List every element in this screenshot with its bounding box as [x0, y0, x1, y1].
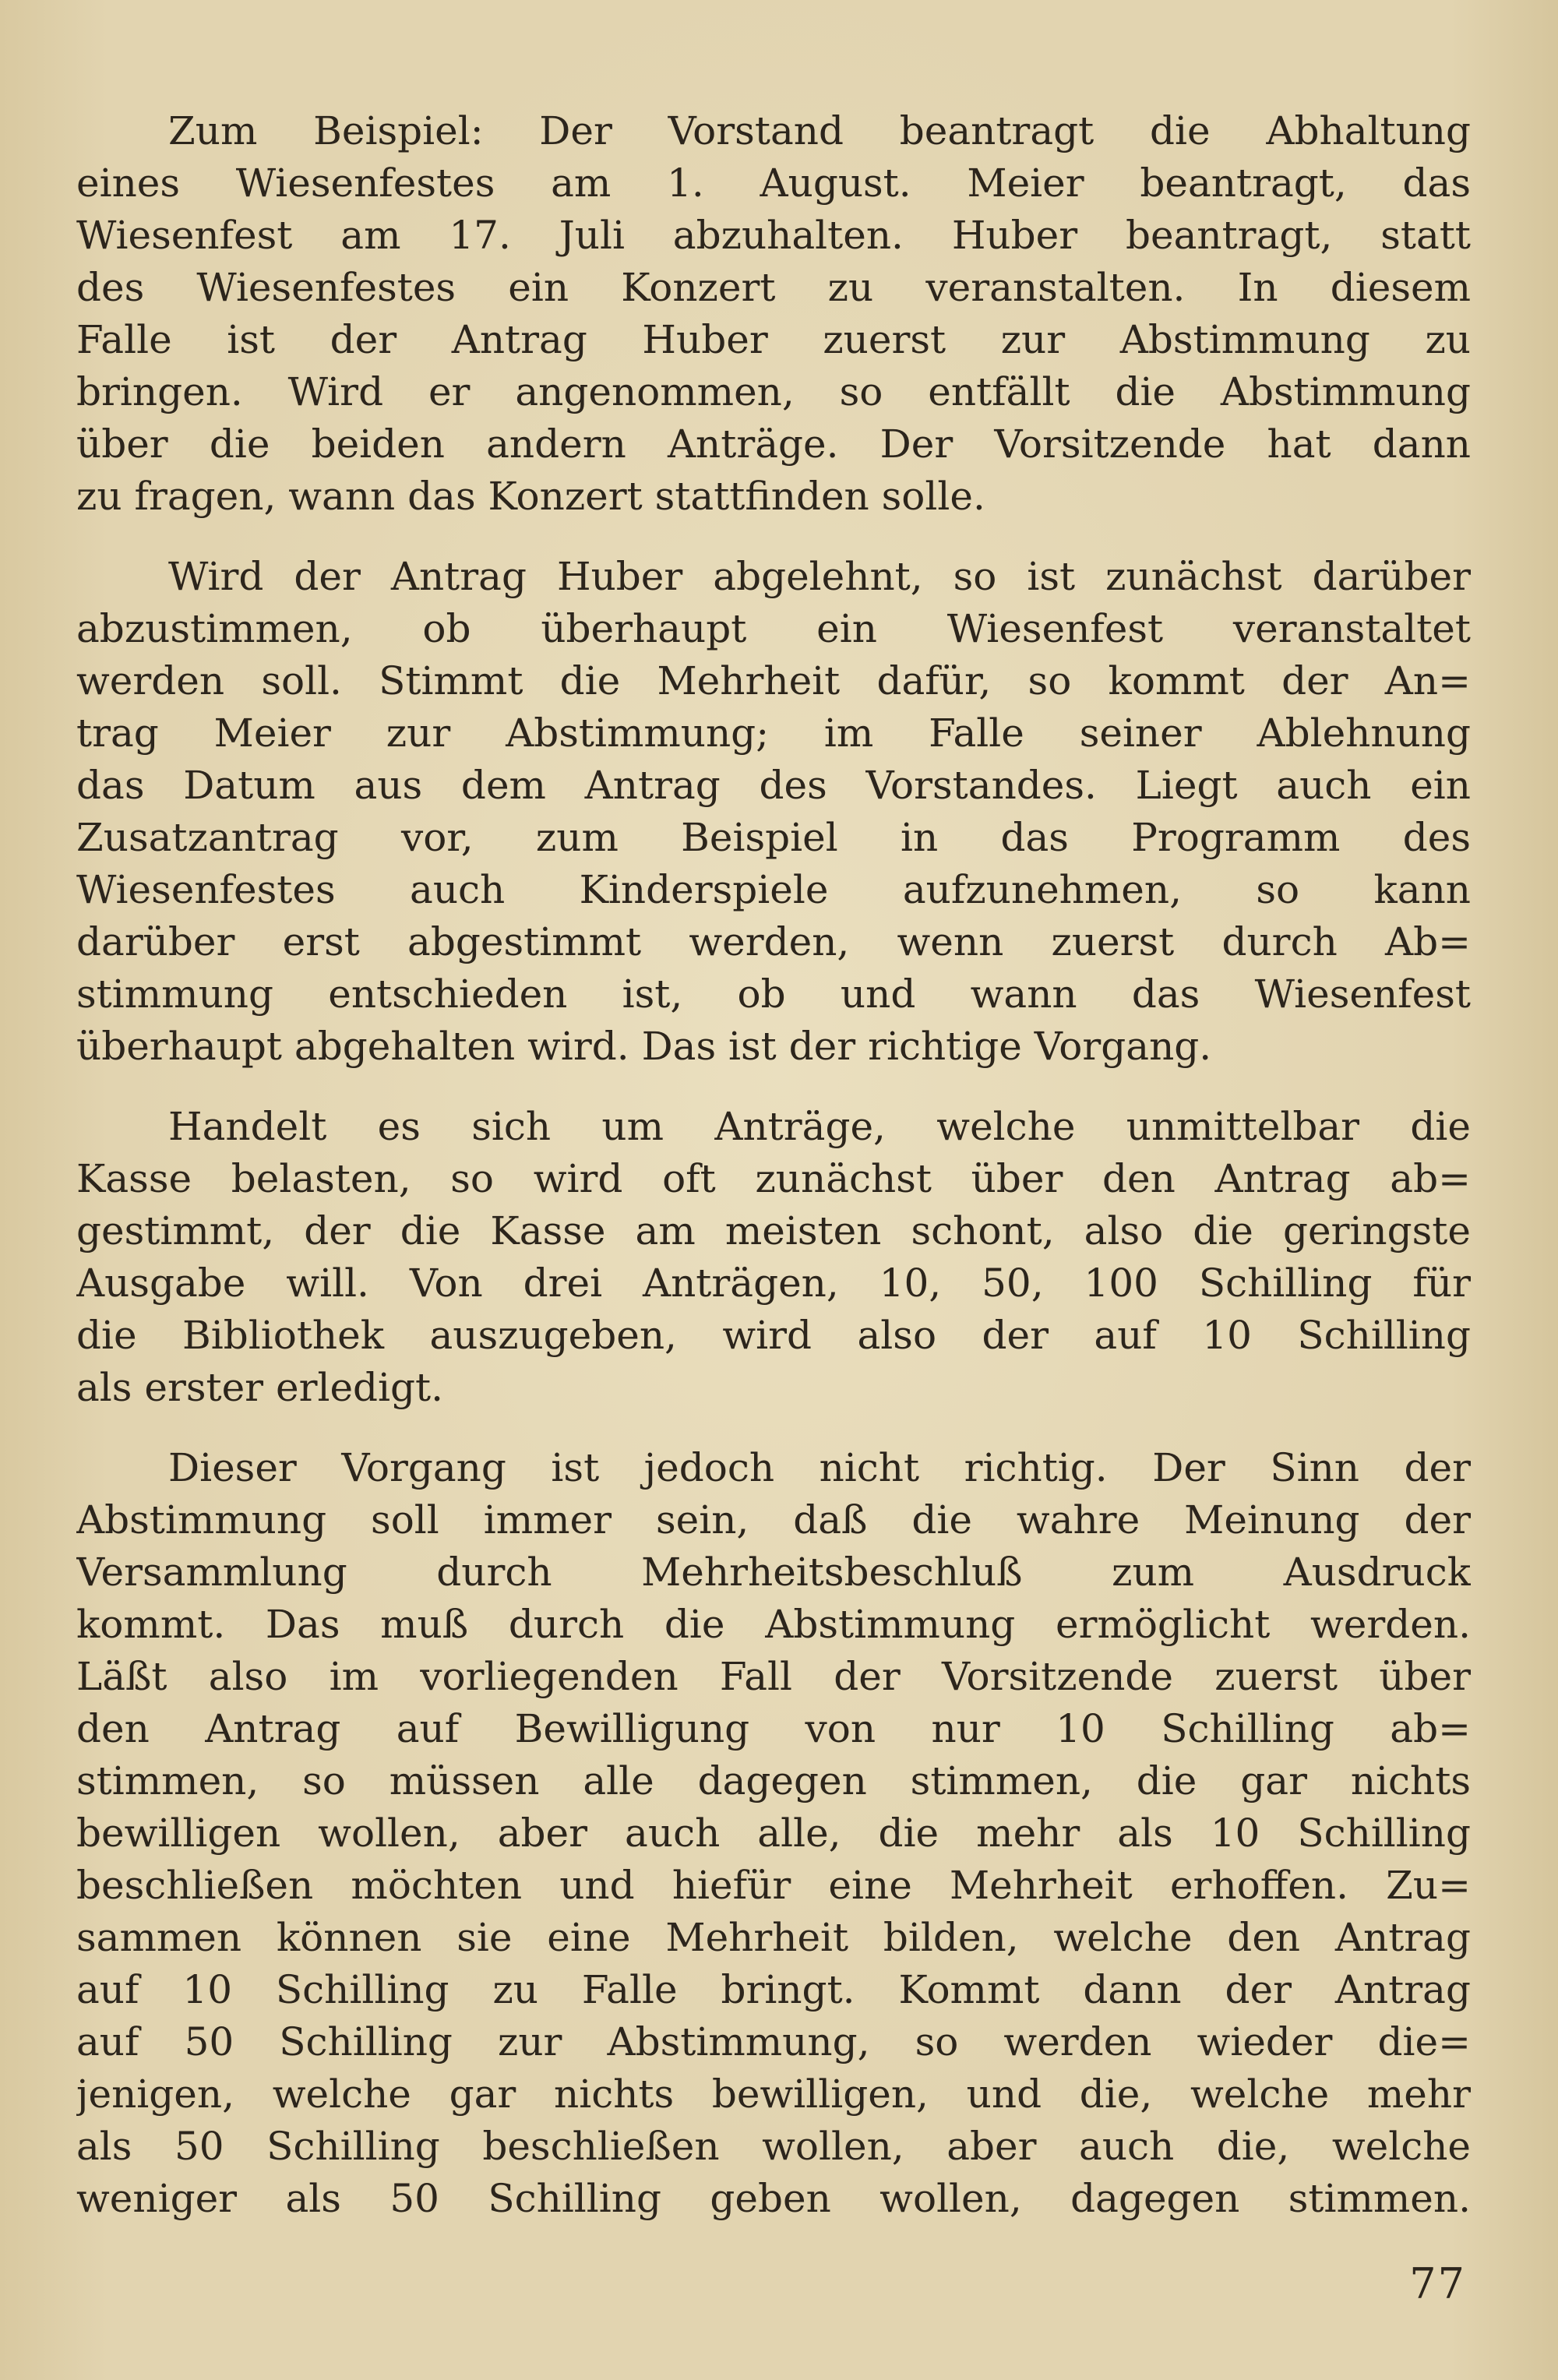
- page-number: 77: [1409, 2259, 1466, 2308]
- text-line: gestimmt, der die Kasse am meisten schont, also die geringste: [76, 1208, 1471, 1253]
- paragraph-1: [76, 105, 1471, 523]
- text-line: als 50 Schilling beschließen wollen, aber auch die, welche: [76, 2124, 1471, 2169]
- text-line: Wiesenfestes auch Kinderspiele aufzunehmen, so kann: [76, 867, 1471, 912]
- text-line: auf 10 Schilling zu Falle bringt. Kommt dann der Antrag: [76, 1967, 1471, 2012]
- text-line: weniger als 50 Schilling geben wollen, dagegen stimmen.: [76, 2176, 1471, 2221]
- text-line: Wiesenfest am 17. Juli abzuhalten. Huber beantragt, statt: [76, 213, 1471, 258]
- paragraph-4: [76, 1442, 1471, 2225]
- text-line: eines Wiesenfestes am 1. August. Meier beantragt, das: [76, 160, 1471, 206]
- text-line: Versammlung durch Mehrheitsbeschluß zum Ausdruck: [76, 1550, 1471, 1595]
- text-line: Läßt also im vorliegenden Fall der Vorsitzende zuerst über: [76, 1654, 1471, 1699]
- text-line: Wird der Antrag Huber abgelehnt, so ist zunächst darüber: [168, 554, 1471, 599]
- text-line: auf 50 Schilling zur Abstimmung, so werden wieder die=: [76, 2019, 1471, 2064]
- text-line: jenigen, welche gar nichts bewilligen, und die, welche mehr: [76, 2071, 1471, 2117]
- text-line: des Wiesenfestes ein Konzert zu veranstalten. In diesem: [76, 265, 1471, 310]
- text-line: beschließen möchten und hiefür eine Mehrheit erhoffen. Zu=: [76, 1863, 1471, 1908]
- text-line: Zusatzantrag vor, zum Beispiel in das Programm des: [76, 815, 1471, 860]
- text-line: bewilligen wollen, aber auch alle, die mehr als 10 Schilling: [76, 1811, 1471, 1856]
- text-line: Handelt es sich um Anträge, welche unmittelbar die: [168, 1104, 1471, 1149]
- text-line: abzustimmen, ob überhaupt ein Wiesenfest veranstaltet: [76, 606, 1471, 651]
- text-line: Zum Beispiel: Der Vorstand beantragt die Abhaltung: [168, 108, 1471, 153]
- paragraph-3: [76, 1101, 1471, 1414]
- text-line: Falle ist der Antrag Huber zuerst zur Abstimmung zu: [76, 317, 1471, 362]
- text-line: Kasse belasten, so wird oft zunächst über den Antrag ab=: [76, 1156, 1471, 1201]
- text-line: die Bibliothek auszugeben, wird also der auf 10 Schilling: [76, 1313, 1471, 1358]
- text-line: zu fragen, wann das Konzert stattfinden solle.: [76, 474, 985, 519]
- text-line: den Antrag auf Bewilligung von nur 10 Schilling ab=: [76, 1706, 1471, 1751]
- text-line: stimmung entschieden ist, ob und wann das Wiesenfest: [76, 971, 1471, 1017]
- text-line: über die beiden andern Anträge. Der Vorsitzende hat dann: [76, 421, 1471, 467]
- text-line: Ausgabe will. Von drei Anträgen, 10, 50, 100 Schilling für: [76, 1261, 1471, 1306]
- text-line: sammen können sie eine Mehrheit bilden, welche den Antrag: [76, 1915, 1471, 1960]
- text-line: stimmen, so müssen alle dagegen stimmen, die gar nichts: [76, 1758, 1471, 1804]
- text-line: bringen. Wird er angenommen, so entfällt die Abstimmung: [76, 369, 1471, 414]
- text-line: trag Meier zur Abstimmung; im Falle seiner Ablehnung: [76, 710, 1471, 756]
- text-line: kommt. Das muß durch die Abstimmung ermöglicht werden.: [76, 1602, 1471, 1647]
- text-line: Dieser Vorgang ist jedoch nicht richtig. Der Sinn der: [168, 1445, 1471, 1490]
- text-line: als erster erledigt.: [76, 1365, 444, 1410]
- text-line: überhaupt abgehalten wird. Das ist der richtige Vorgang.: [76, 1024, 1212, 1069]
- body-text: [76, 105, 1471, 2253]
- text-line: darüber erst abgestimmt werden, wenn zuerst durch Ab=: [76, 919, 1471, 964]
- paragraph-2: [76, 551, 1471, 1073]
- text-line: werden soll. Stimmt die Mehrheit dafür, so kommt der An=: [76, 658, 1471, 703]
- text-line: das Datum aus dem Antrag des Vorstandes. Liegt auch ein: [76, 763, 1471, 808]
- text-line: Abstimmung soll immer sein, daß die wahre Meinung der: [76, 1497, 1471, 1543]
